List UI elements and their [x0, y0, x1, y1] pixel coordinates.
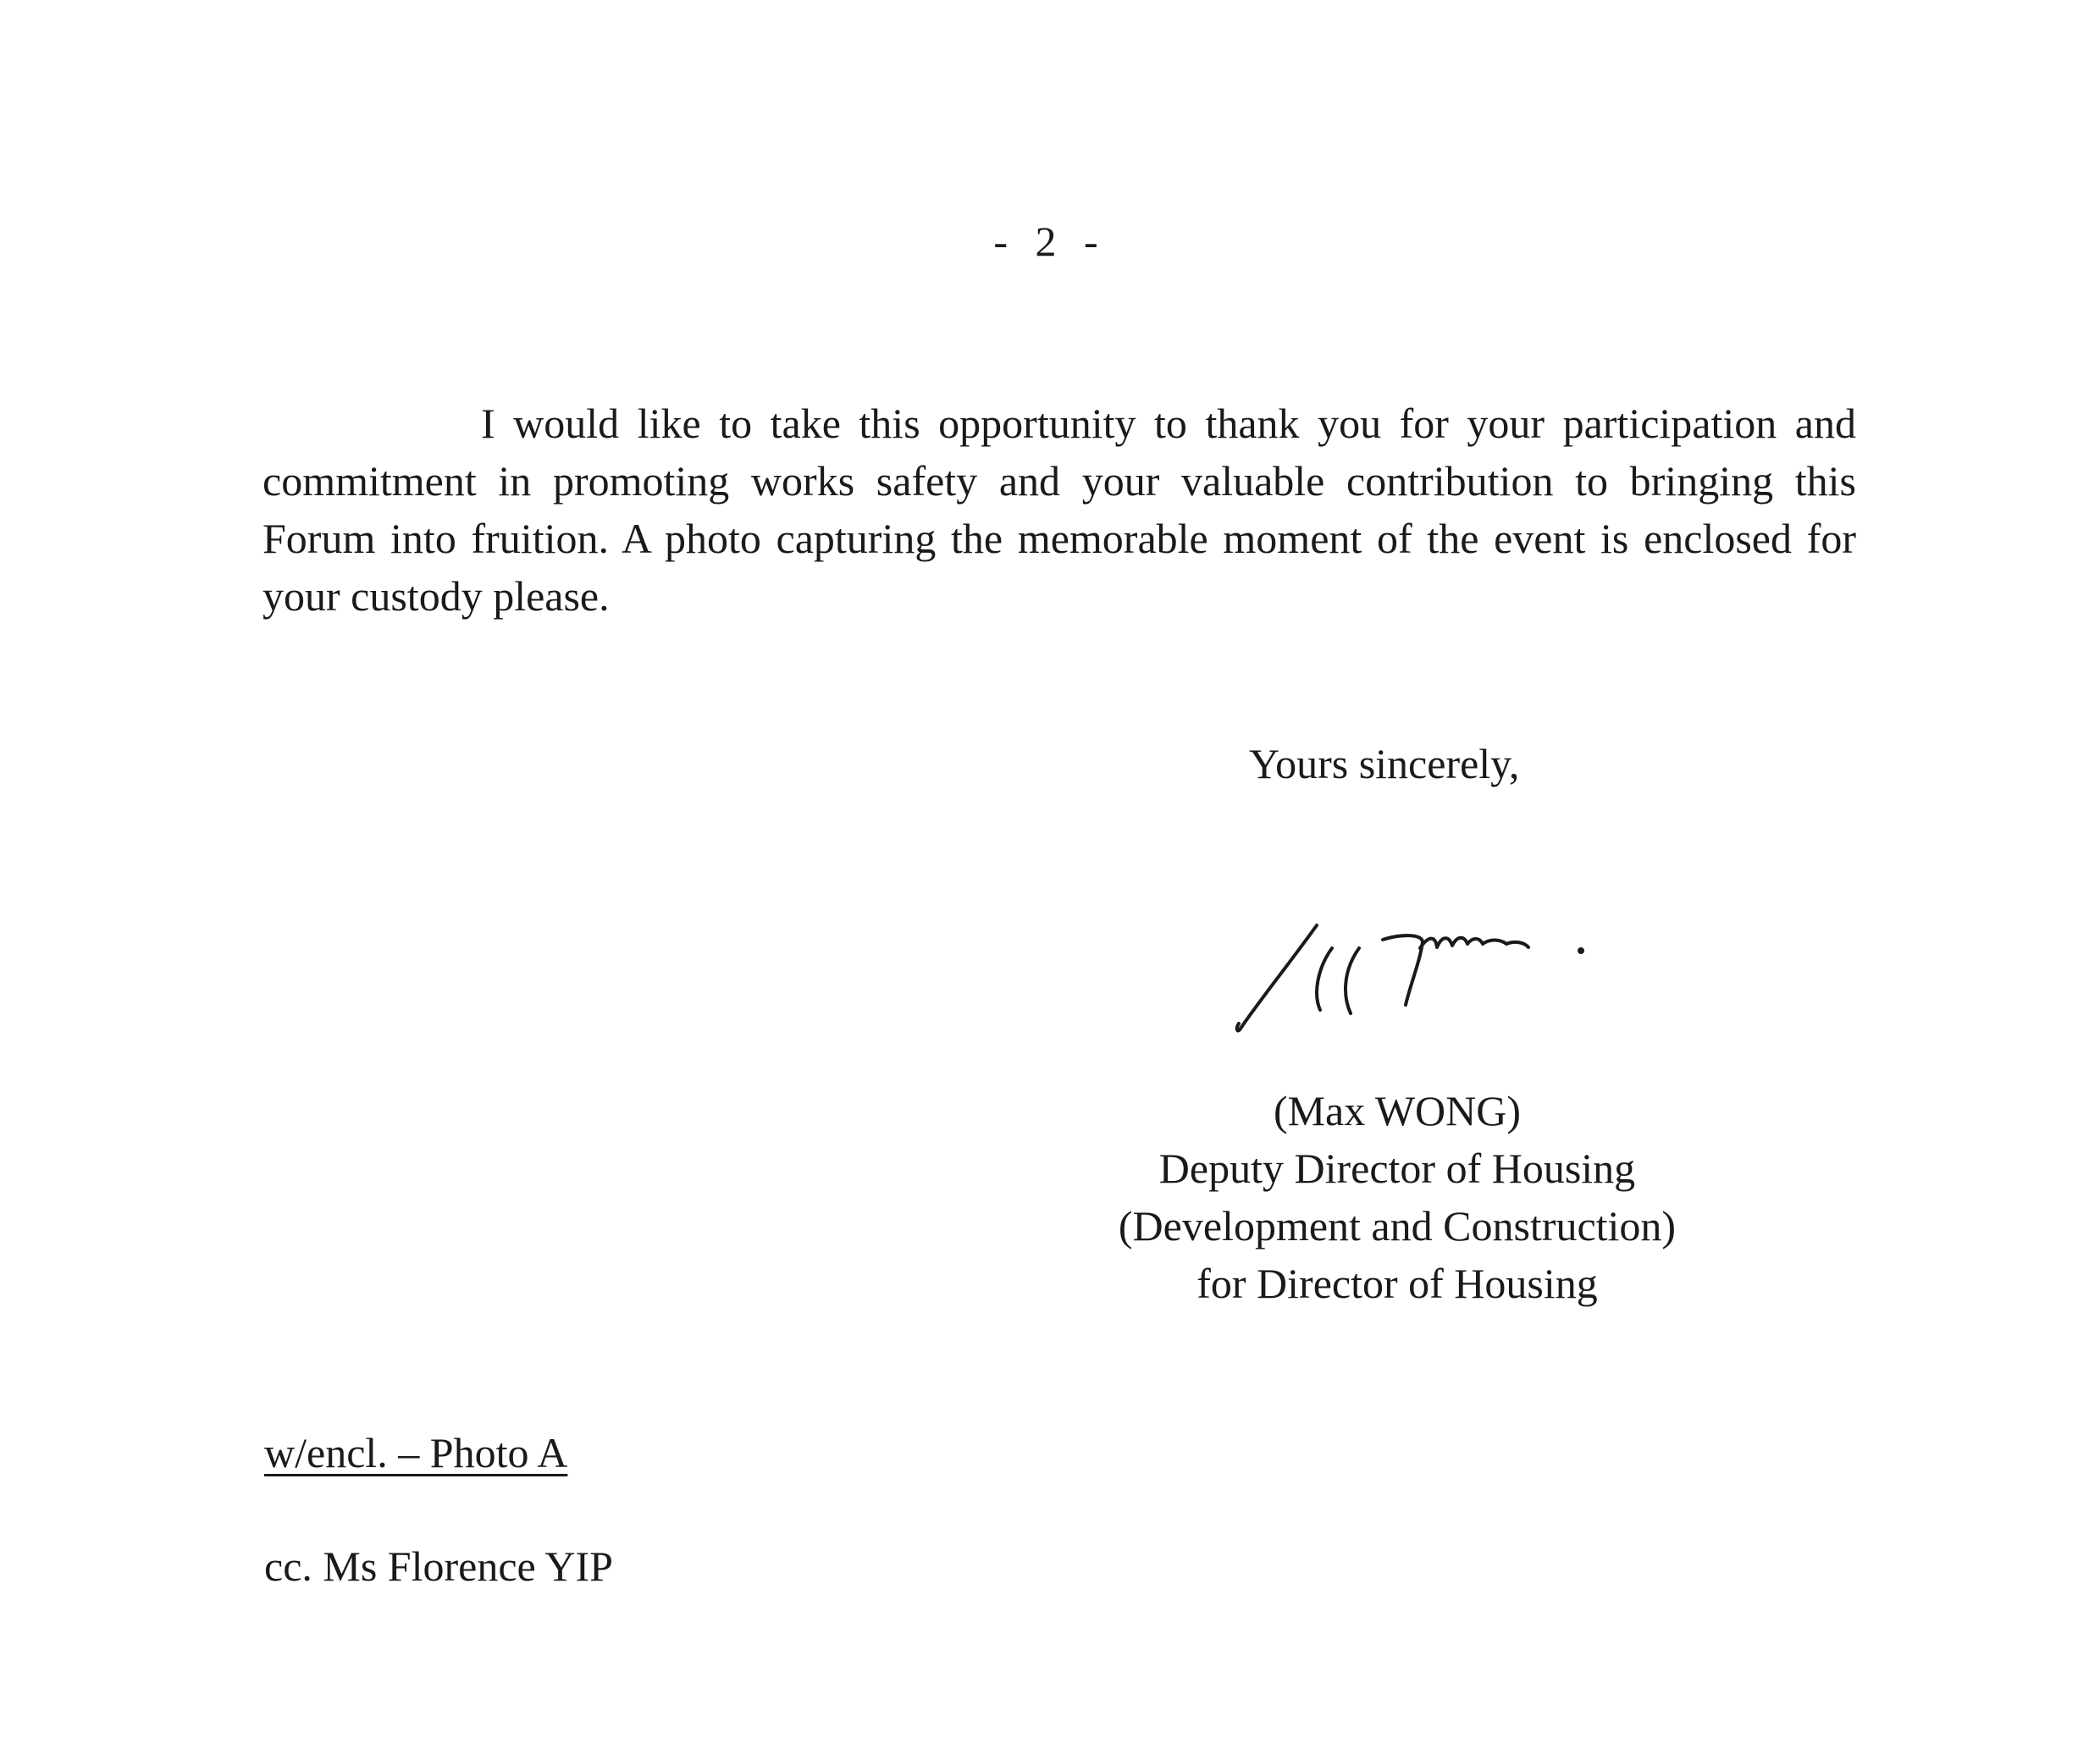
- cc-recipient: cc. Ms Florence YIP: [264, 1542, 613, 1590]
- enclosure-note: w/encl. – Photo A: [264, 1429, 568, 1476]
- signatory-title-line-2: (Development and Construction): [1118, 1202, 1677, 1250]
- handwritten-signature-icon: [1232, 902, 1630, 1037]
- page-number: - 2 -: [993, 218, 1107, 265]
- closing-salutation: Yours sincerely,: [1249, 740, 1520, 787]
- signatory-title-line-3: for Director of Housing: [1196, 1260, 1598, 1307]
- signatory-title-line-1: Deputy Director of Housing: [1158, 1145, 1636, 1192]
- signatory-block: [965, 1082, 1829, 1312]
- signatory-name: (Max WONG): [1273, 1087, 1522, 1134]
- body-paragraph: I would like to take this opportunity to thank you for your participation and commitment in promoting works safety and your valuable contribution to bringing this Forum into fruition. A photo capturing the memorable moment of the event is enclosed for your custody please.: [262, 400, 1856, 620]
